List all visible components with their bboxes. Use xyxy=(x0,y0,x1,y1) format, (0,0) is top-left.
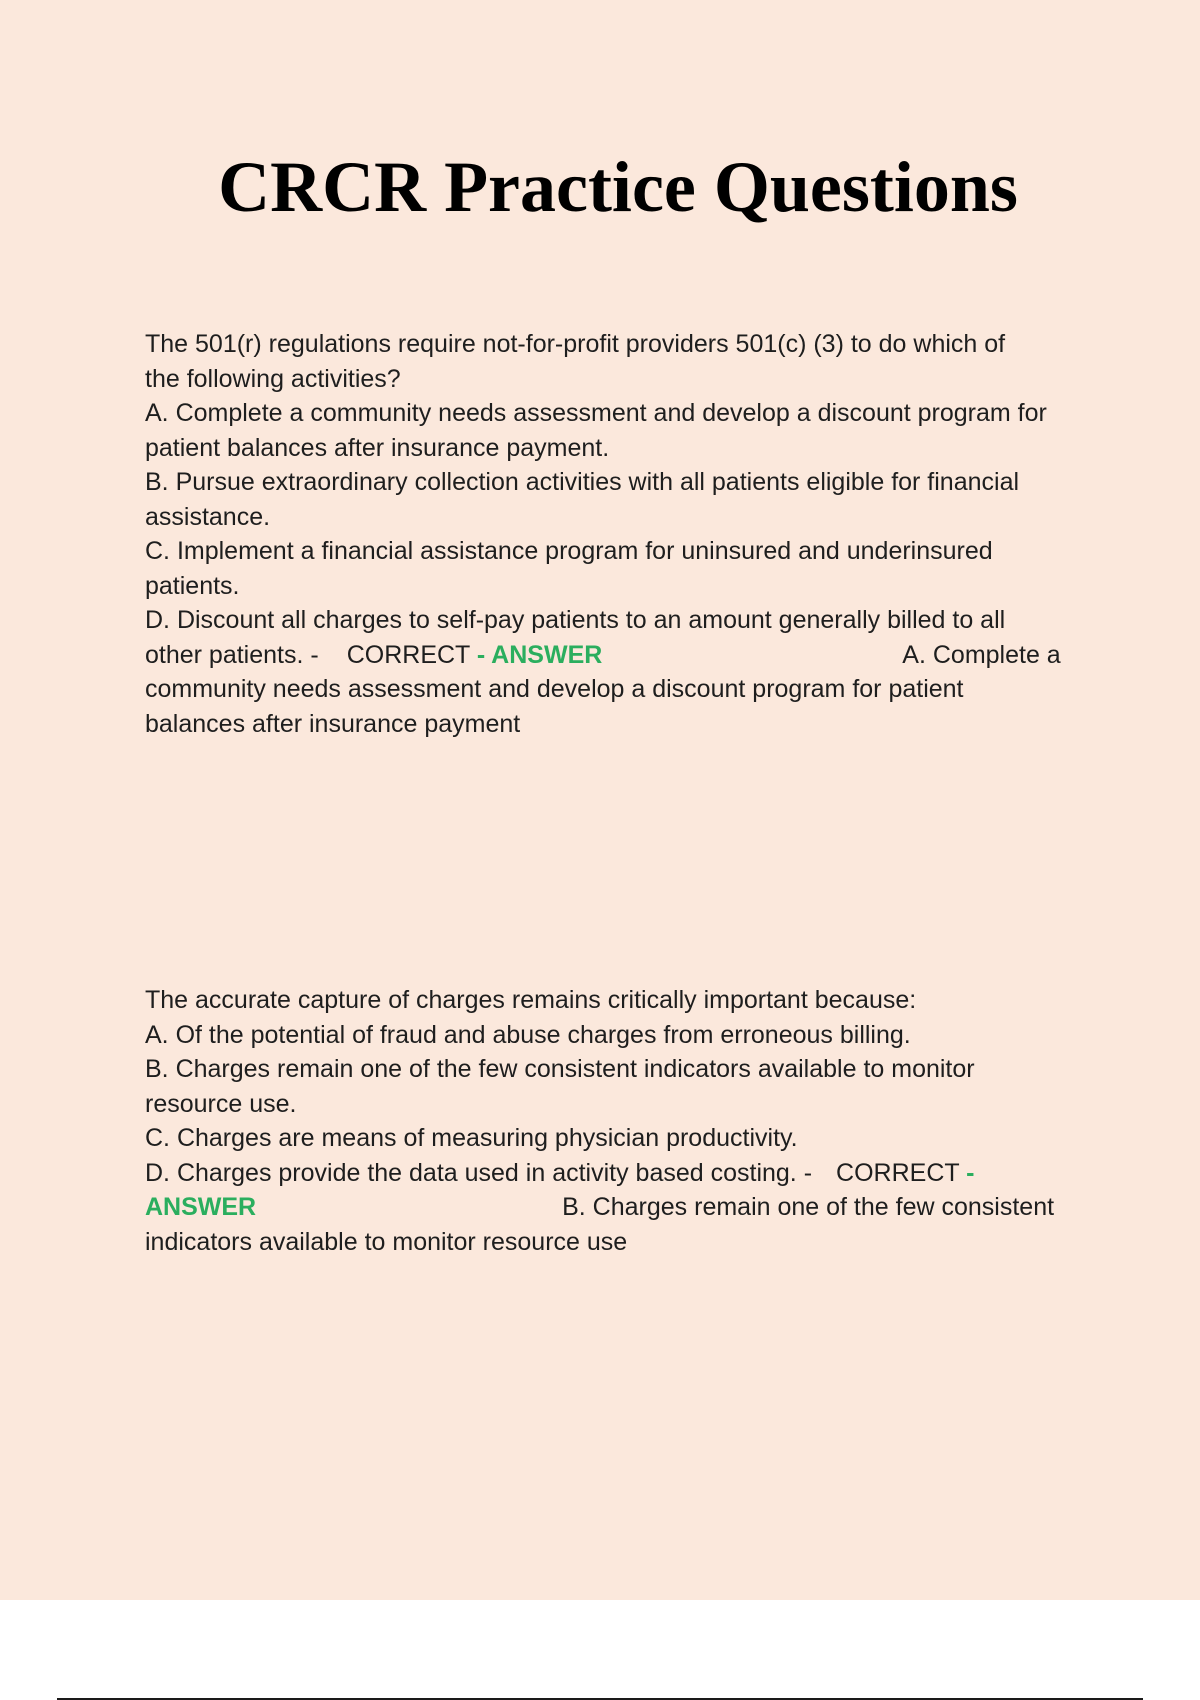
question-1-answer-line-1: A. Complete a xyxy=(902,640,1061,669)
question-1-option-a-line-2: patient balances after insurance payment. xyxy=(145,433,610,462)
question-2-answer-label: ANSWER xyxy=(145,1193,257,1221)
question-1-correct-label: CORRECT xyxy=(346,640,470,669)
question-1-answer-label: - ANSWER xyxy=(476,640,603,669)
question-1-option-d-line-2: other patients. - xyxy=(145,640,319,669)
question-block-1 xyxy=(145,327,1085,741)
question-2-answer-row-1 xyxy=(145,1156,1085,1191)
question-2-dash-label: - xyxy=(966,1158,975,1187)
page-title: CRCR Practice Questions xyxy=(218,147,1018,227)
question-block-2 xyxy=(145,983,1085,1259)
question-2-option-b-line-2: resource use. xyxy=(145,1089,297,1118)
question-1-answer-row xyxy=(145,638,1085,673)
question-2-option-d-line-1: D. Charges provide the data used in activity based costing. - xyxy=(145,1158,813,1187)
question-2-answer-line-2: indicators available to monitor resource use xyxy=(145,1227,628,1256)
question-1-stem-line-2: the following activities? xyxy=(145,364,401,393)
question-2-option-c-line-1: C. Charges are means of measuring physician productivity. xyxy=(145,1124,798,1152)
question-1-option-b-line-1: B. Pursue extraordinary collection activities with all patients eligible for financial xyxy=(145,468,1020,496)
question-2-stem-line-1: The accurate capture of charges remains critically important because: xyxy=(145,986,917,1014)
question-1-answer-line-2: community needs assessment and develop a discount program for patient xyxy=(145,675,964,703)
question-1-answer-line-3: balances after insurance payment xyxy=(145,709,521,738)
question-1-option-d-line-1: D. Discount all charges to self-pay patients to an amount generally billed to all xyxy=(145,606,1006,634)
question-1-option-c-line-1: C. Implement a financial assistance program for uninsured and underinsured xyxy=(145,537,993,565)
question-2-answer-row-2 xyxy=(145,1190,1085,1225)
question-1-option-c-line-2: patients. xyxy=(145,571,240,600)
question-2-answer-line-1: B. Charges remain one of the few consistent xyxy=(562,1193,1055,1221)
question-2-option-a-line-1: A. Of the potential of fraud and abuse charges from erroneous billing. xyxy=(145,1020,911,1049)
question-1-option-a-line-1: A. Complete a community needs assessment and develop a discount program for xyxy=(145,399,1047,427)
question-1-stem-line-1: The 501(r) regulations require not-for-profit providers 501(c) (3) to do which of xyxy=(145,330,1006,358)
question-1-option-b-line-2: assistance. xyxy=(145,502,271,531)
question-2-correct-label: CORRECT xyxy=(836,1158,960,1187)
question-2-option-b-line-1: B. Charges remain one of the few consistent indicators available to monitor xyxy=(145,1055,975,1083)
